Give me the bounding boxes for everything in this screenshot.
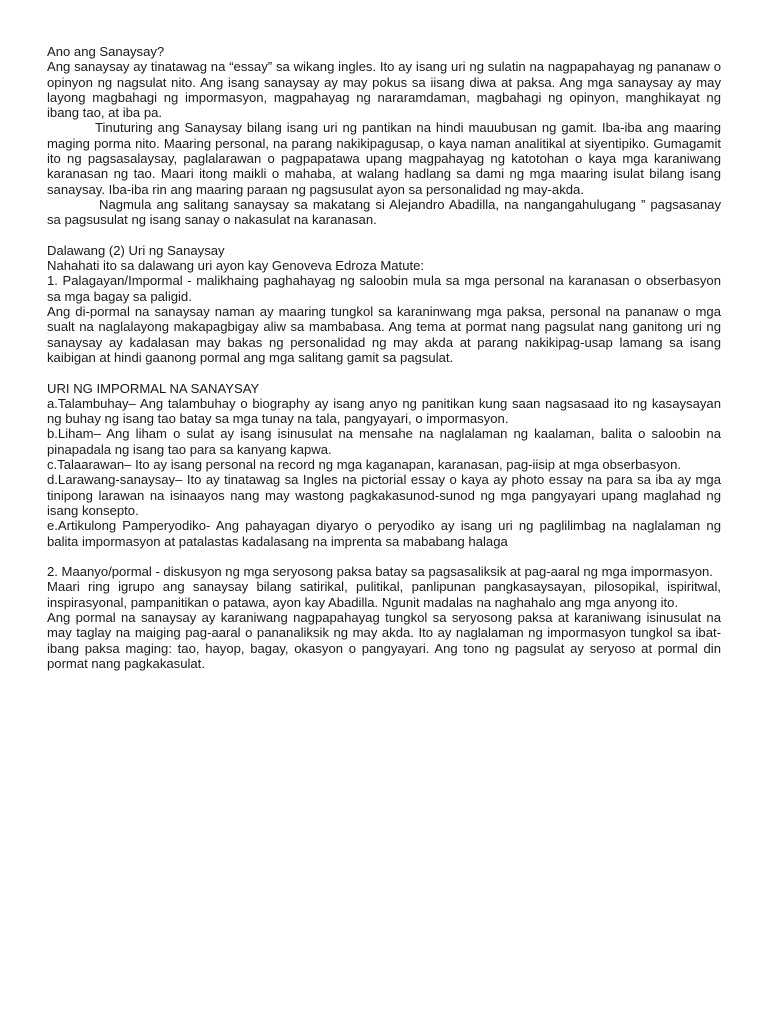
section-heading-two-types: Dalawang (2) Uri ng Sanaysay [47,242,225,258]
list-item-talaarawan: c.Talaarawan– Ito ay isang personal na record ng mga kaganapan, karanasan, pag-iisip at mga obserbasyon. [47,457,681,473]
list-item-liham: b.Liham– Ang liham o sulat ay isang isinusulat na mensahe na naglalaman ng kaalaman, balita o saloobin na pinapadala ng isang tao para sa kanyang kapwa. [47,426,721,457]
paragraph-formal-description: Ang pormal na sanaysay ay karaniwang nagpapahayag tungkol sa seryosong paksa at karaniwang isinusulat na may taglay na maiging pag-aaral o pananaliksik ng may akda. Ito ay naglalaman ng impormasyon tungkol sa ibat-ibang paksa maging: tao, hayop, bagay, okasyon o pangyayari. Ang tono ng pagsulat ay seryoso at pormal din pormat nang pagkakasulat. [47,609,721,671]
paragraph-informal-description: Ang di-pormal na sanaysay naman ay maaring tungkol sa karaninwang mga paksa, personal na pananaw o mga sualt na naglalayong makapagbigay aliw sa mambabasa. Ang tema at pormat nang pagsulat nang ganitong uri ng sanaysay ay kadalasan may bakas ng personalidad ng may akda at parang nakikipag-usap lamang sa isang kaibigan at hindi gaanong pormal ang mga salitang gamit sa pagsulat. [47,304,721,365]
list-item-talambuhay: a.Talambuhay– Ang talambuhay o biography ay isang anyo ng panitikan kung saan nagsasaad ito ng kasaysayan ng buhay ng isang tao batay sa mga tunay na tala, pangyayari, o impormasyon. [47,395,721,427]
spacer [47,549,721,564]
spacer [47,365,721,380]
section-heading-what-is-sanaysay: Ano ang Sanaysay? [47,44,165,59]
paragraph-grouping: Maari ring igrupo ang sanaysay bilang satirikal, pulitikal, panlipunan pangkasaysayan, pilosopikal, ispiritwal, inspirasyonal, pampanitikan o patawa, ayon kay Abadilla. Ngunit madalas na naghahalo ang mga anyong ito. [47,579,721,610]
list-item-informal: 1. Palagayan/Impormal - malikhaing paghahayag ng saloobin mula sa mga personal na karanasan o obserbasyon sa mga bagay sa paligid. [47,273,721,304]
paragraph-origin: Nagmula ang salitang sanaysay sa makatang si Alejandro Abadilla, na nangangahulugang ” pagsasanay sa pagsusulat ng isang sanay o nakasulat na karanasan. [47,196,721,228]
paragraph-definition: Ang sanaysay ay tinatawag na “essay” sa wikang ingles. Ito ay isang uri ng sulatin na nagpapahayag ng pananaw o opinyon ng nagsulat nito. Ang isang sanaysay ay may pokus sa iisang diwa at paksa. Ang mga sanaysay ay may layong magbahagi ng impormasyon, magpahayag ng nararamdaman, magbahagi ng opinyon, manghikayat ng ibang tao, at iba pa. [47,59,721,121]
paragraph-forms: Tinuturing ang Sanaysay bilang isang uri ng pantikan na hindi mauubusan ng gamit. Iba-iba ang maaring maging porma nito. Maaring personal, na parang nakikipagusap, o kaya naman analitikal at siyentipiko. Gumagamit ito ng pagsasalaysay, paglalarawan o pagpapatawa upang magpahayag ng katotohan o kaya mga karaniwang karanasan ng tao. Maari itong maikli o mahaba, at walang hadlang sa dami ng mga maaring isulat bilang isang sanaysay. Iba-iba rin ang maaring paraan ng pagsusulat ayon sa personalidad ng may-akda. [47,120,721,197]
list-item-larawang-sanaysay: d.Larawang-sanaysay– Ito ay tinatawag sa Ingles na pictorial essay o kaya ay photo essay na para sa iba ay mga tinipong larawan na isinaayos nang may wastong pagkakasunod-sunod ng mga pangyayari upang maglahad ng isang konsepto. [47,472,721,518]
paragraph-types-intro: Nahahati ito sa dalawang uri ayon kay Genoveva Edroza Matute: [47,258,425,274]
document-page [47,44,721,671]
list-item-formal: 2. Maanyo/pormal - diskusyon ng mga seryosong paksa batay sa pagsasaliksik at pag-aaral ng mga impormasyon. [47,564,713,580]
list-item-artikulong-pamperyodiko: e.Artikulong Pamperyodiko- Ang pahayagan diyaryo o peryodiko ay isang uri ng paglilimbag na naglalaman ng balita impormasyon at patalastas kadalasang na imprenta sa mababang halaga [47,518,721,549]
spacer [47,228,721,243]
section-heading-informal-types: URI NG IMPORMAL NA SANAYSAY [47,380,260,396]
